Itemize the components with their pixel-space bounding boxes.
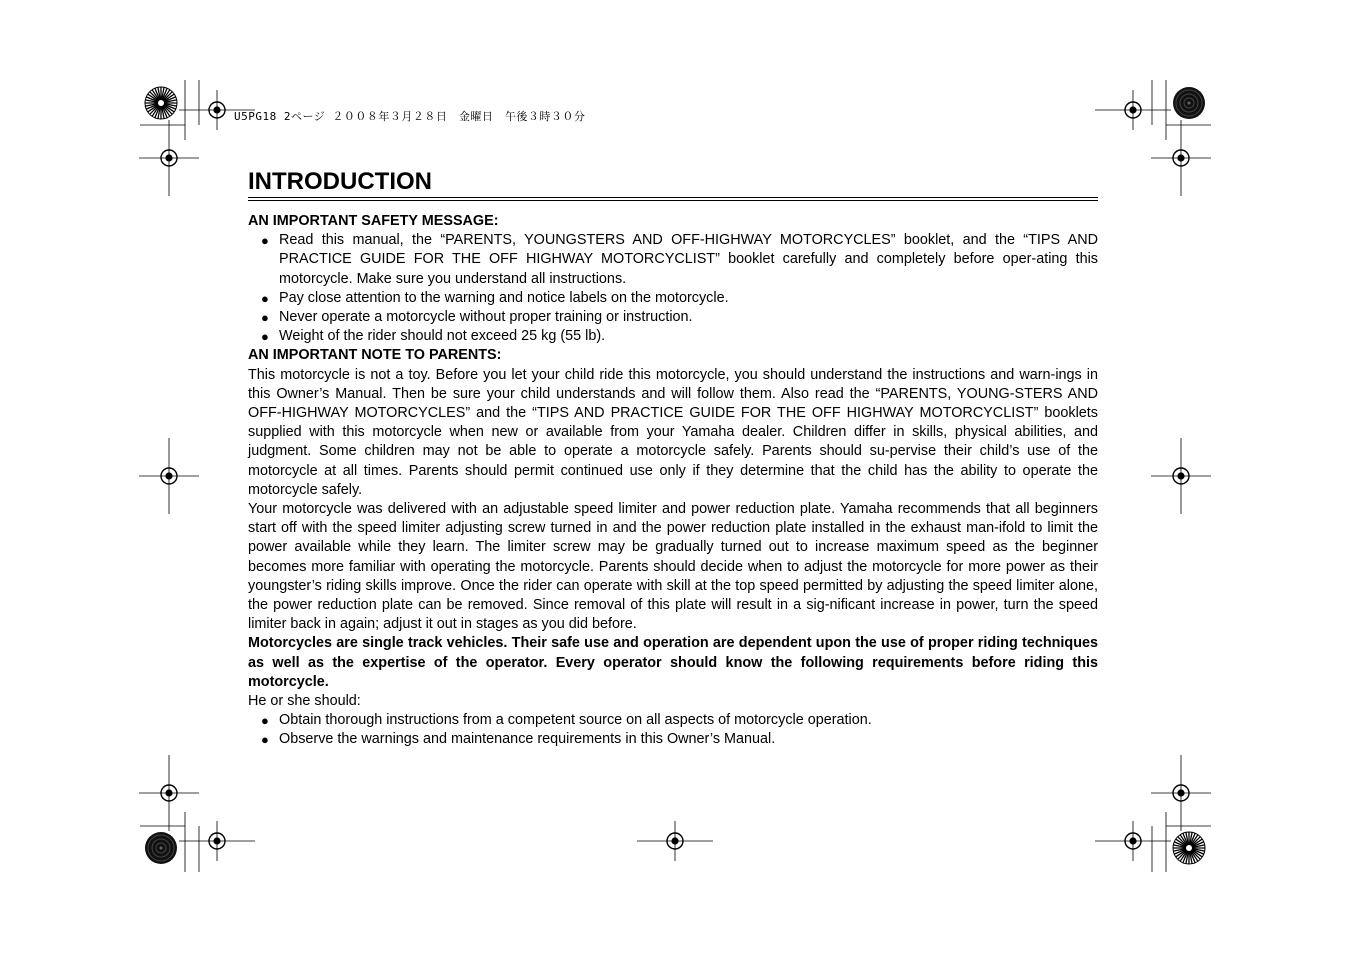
dark-register-mark-icon (1173, 87, 1205, 119)
starburst-mark-icon (145, 87, 177, 119)
bullet-icon: ● (261, 329, 269, 345)
bullet-icon: ● (261, 233, 269, 249)
list-item: ● Observe the warnings and maintenance requirements in this Owner’s Manual. (248, 730, 1098, 749)
single-track-warning: Motorcycles are single track vehicles. Their safe use and operation are dependent upon the use of proper riding techniques as well as the expertise of the operator. Every operator should know the following requirements before riding this motorcycle. (248, 635, 1098, 690)
title-rule (248, 166, 1098, 198)
parents-note-paragraph: This motorcycle is not a toy. Before you let your child ride this motorcycle, you should understand the instructions and warn-ings in this Owner’s Manual. Then be sure your child understands and will follow them. Also read the “PARENTS, YOUNG-STERS AND OFF-HIGHWAY MOTORCYCLES” and the “TIPS AND PRACTICE GUIDE FOR THE OFF HIGHWAY MOTORCYCLIST” booklets supplied with this motorcycle when new or available from your Yamaha dealer. Children differ in skills, physical abilities, and judgment. Some children may not be able to operate a motorcycle safely. Parents should su-pervise their child’s use of the motorcycle at all times. Parents should permit continued use only if they determine that the child has the ability to operate the motorcycle safely. (248, 366, 1098, 498)
speed-limiter-paragraph: Your motorcycle was delivered with an adjustable speed limiter and power reduction plate. Yamaha recommends that all beginners start off with the speed limiter adjusting screw turned in and the power reduction plate installed in the exhaust man-ifold to limit the power available while they learn. The limiter screw may be gradually turned out to increase maximum speed as the beginner becomes more familiar with operating the motorcycle. Parents should decide when to adjust the motorcycle for more power as their youngster’s riding skills improve. Once the rider can operate with skill at the top speed permitted by adjusting the speed limiter alone, the power reduction plate can be removed. Since removal of this plate will result in a sig-nificant increase in power, turn the speed limiter back in again; adjust it out in stages as you did before. (248, 501, 1098, 633)
safety-message-heading: AN IMPORTANT SAFETY MESSAGE: (248, 213, 499, 229)
bullet-icon: ● (261, 290, 269, 306)
list-item: ● Weight of the rider should not exceed 25 kg (55 lb). (248, 327, 1098, 346)
page-title: INTRODUCTION (248, 168, 432, 195)
bullet-icon: ● (261, 713, 269, 729)
bullet-icon: ● (261, 732, 269, 748)
parents-note-heading: AN IMPORTANT NOTE TO PARENTS: (248, 347, 502, 364)
print-slug: U5PG18 2ページ ２００８年３月２８日 金曜日 午後３時３０分 (234, 110, 586, 123)
bullet-icon: ● (261, 310, 269, 326)
safety-message-list (248, 231, 1098, 346)
requirements-lead: He or she should: (248, 693, 361, 710)
list-item: ● Obtain thorough instructions from a competent source on all aspects of motorcycle operation. (248, 711, 1098, 730)
list-item: ● Never operate a motorcycle without proper training or instruction. (248, 308, 1098, 327)
list-item: ● Read this manual, the “PARENTS, YOUNGSTERS AND OFF-HIGHWAY MOTORCYCLES” booklet, and the “TIPS AND PRACTICE GUIDE FOR THE OFF HIGHWAY MOTORCYCLIST” booklet carefully and completely before oper-ating this motorcycle. Make sure you understand all instructions. (261, 232, 1098, 287)
page-content (248, 166, 1098, 750)
list-item: ● Pay close attention to the warning and notice labels on the motorcycle. (248, 289, 1098, 308)
requirements-list (248, 711, 1098, 749)
